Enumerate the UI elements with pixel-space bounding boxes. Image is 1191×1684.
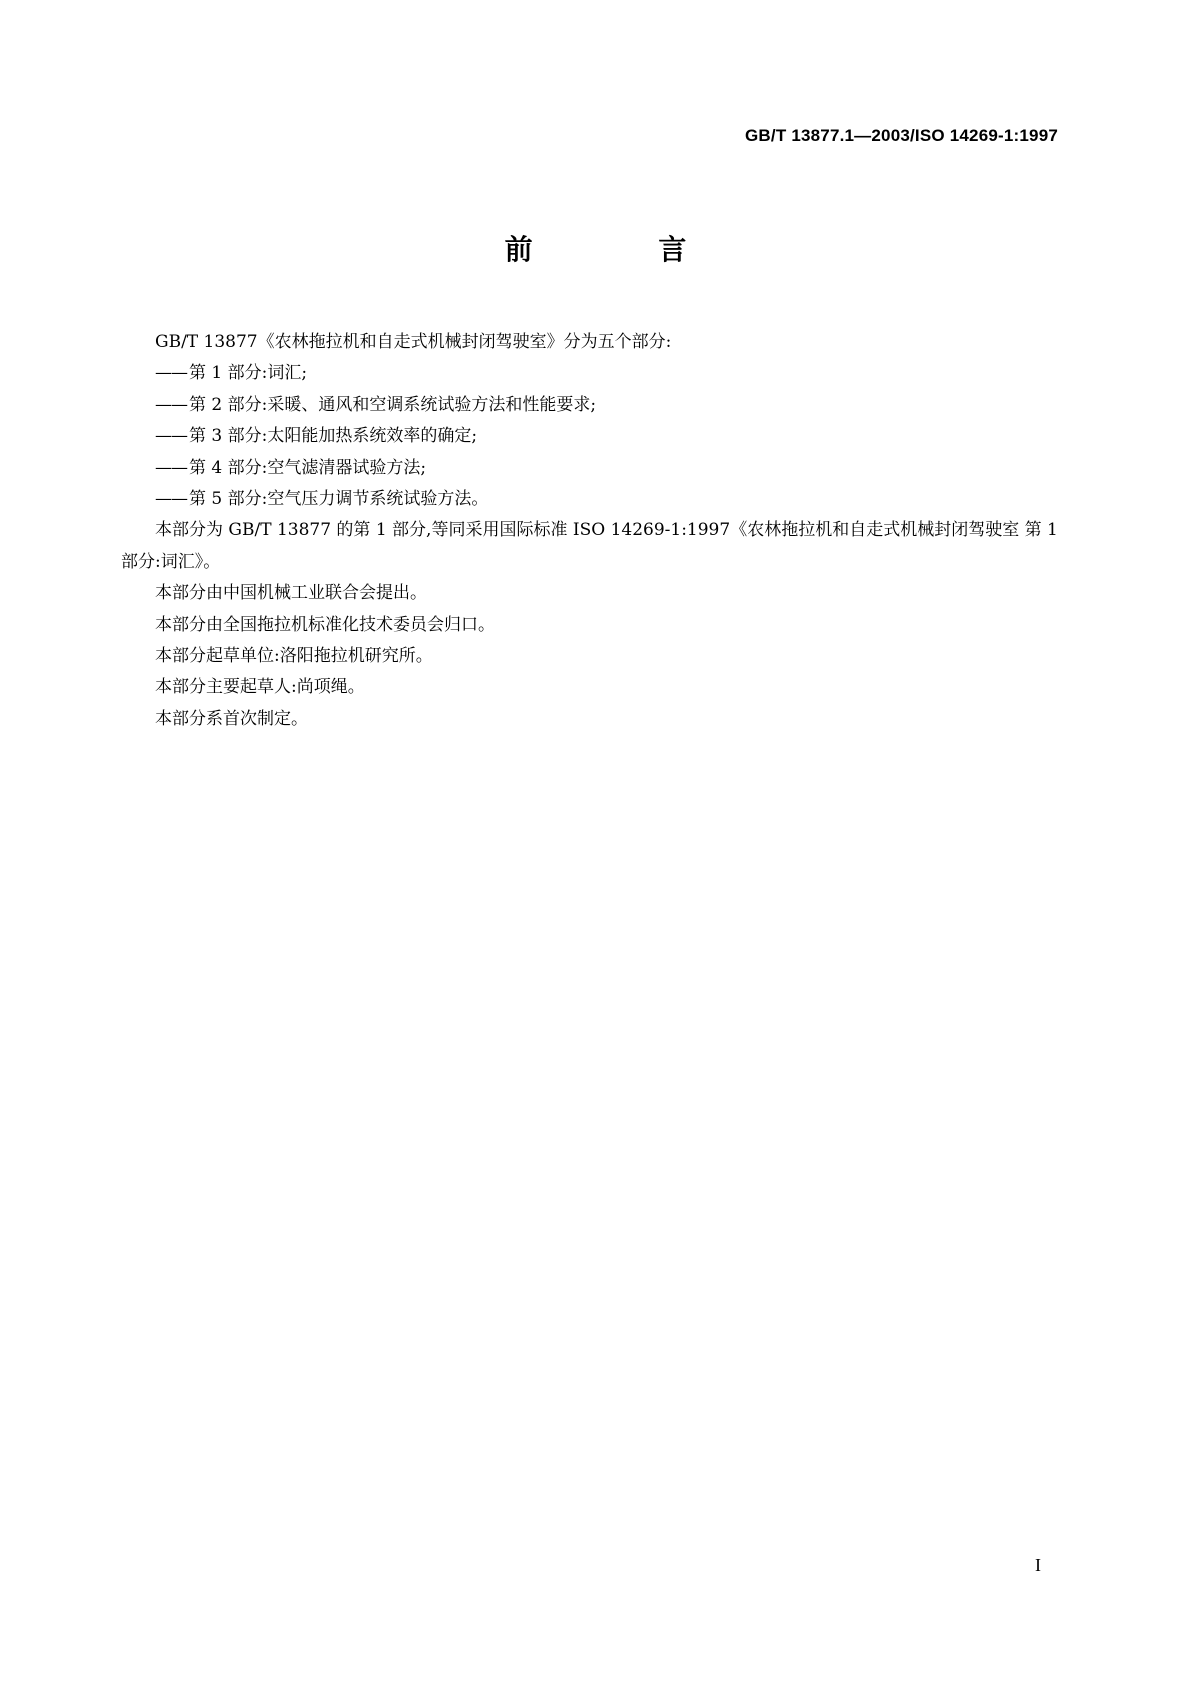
foreword-body <box>121 327 1061 735</box>
standard-code-header: GB/T 13877.1—2003/ISO 14269-1:1997 <box>745 126 1058 145</box>
dash-marker: —— <box>155 363 187 384</box>
dash-marker: —— <box>155 489 187 510</box>
list-item-text: 第 1 部分:词汇; <box>189 363 308 384</box>
list-item-text: 第 5 部分:空气压力调节系统试验方法。 <box>189 489 489 510</box>
proposed-by-paragraph: 本部分由中国机械工业联合会提出。 <box>155 583 427 604</box>
list-item <box>121 484 1061 515</box>
dash-marker: —— <box>155 394 187 415</box>
list-item <box>121 421 1061 452</box>
list-item-text: 第 4 部分:空气滤清器试验方法; <box>189 457 427 478</box>
adoption-paragraph: 本部分为 GB/T 13877 的第 1 部分,等同采用国际标准 ISO 14269-1:1997《农林拖拉机和自走式机械封闭驾驶室 第 1 部分:词汇》。 <box>121 520 1058 572</box>
centralized-by-paragraph: 本部分由全国拖拉机标准化技术委员会归口。 <box>155 614 495 635</box>
intro-paragraph: GB/T 13877《农林拖拉机和自走式机械封闭驾驶室》分为五个部分: <box>155 332 672 352</box>
first-edition-paragraph: 本部分系首次制定。 <box>155 708 308 729</box>
main-drafter-paragraph: 本部分主要起草人:尚项绳。 <box>155 677 365 698</box>
dash-marker: —— <box>155 457 187 478</box>
list-item-text: 第 2 部分:采暖、通风和空调系统试验方法和性能要求; <box>189 394 597 415</box>
drafting-unit-paragraph: 本部分起草单位:洛阳拖拉机研究所。 <box>155 646 433 667</box>
list-item <box>121 453 1061 484</box>
page-number: I <box>1035 1555 1041 1575</box>
list-item <box>121 358 1061 389</box>
foreword-title: 前 言 <box>504 233 745 266</box>
dash-marker: —— <box>155 426 187 447</box>
list-item <box>121 390 1061 421</box>
list-item-text: 第 3 部分:太阳能加热系统效率的确定; <box>189 426 478 447</box>
